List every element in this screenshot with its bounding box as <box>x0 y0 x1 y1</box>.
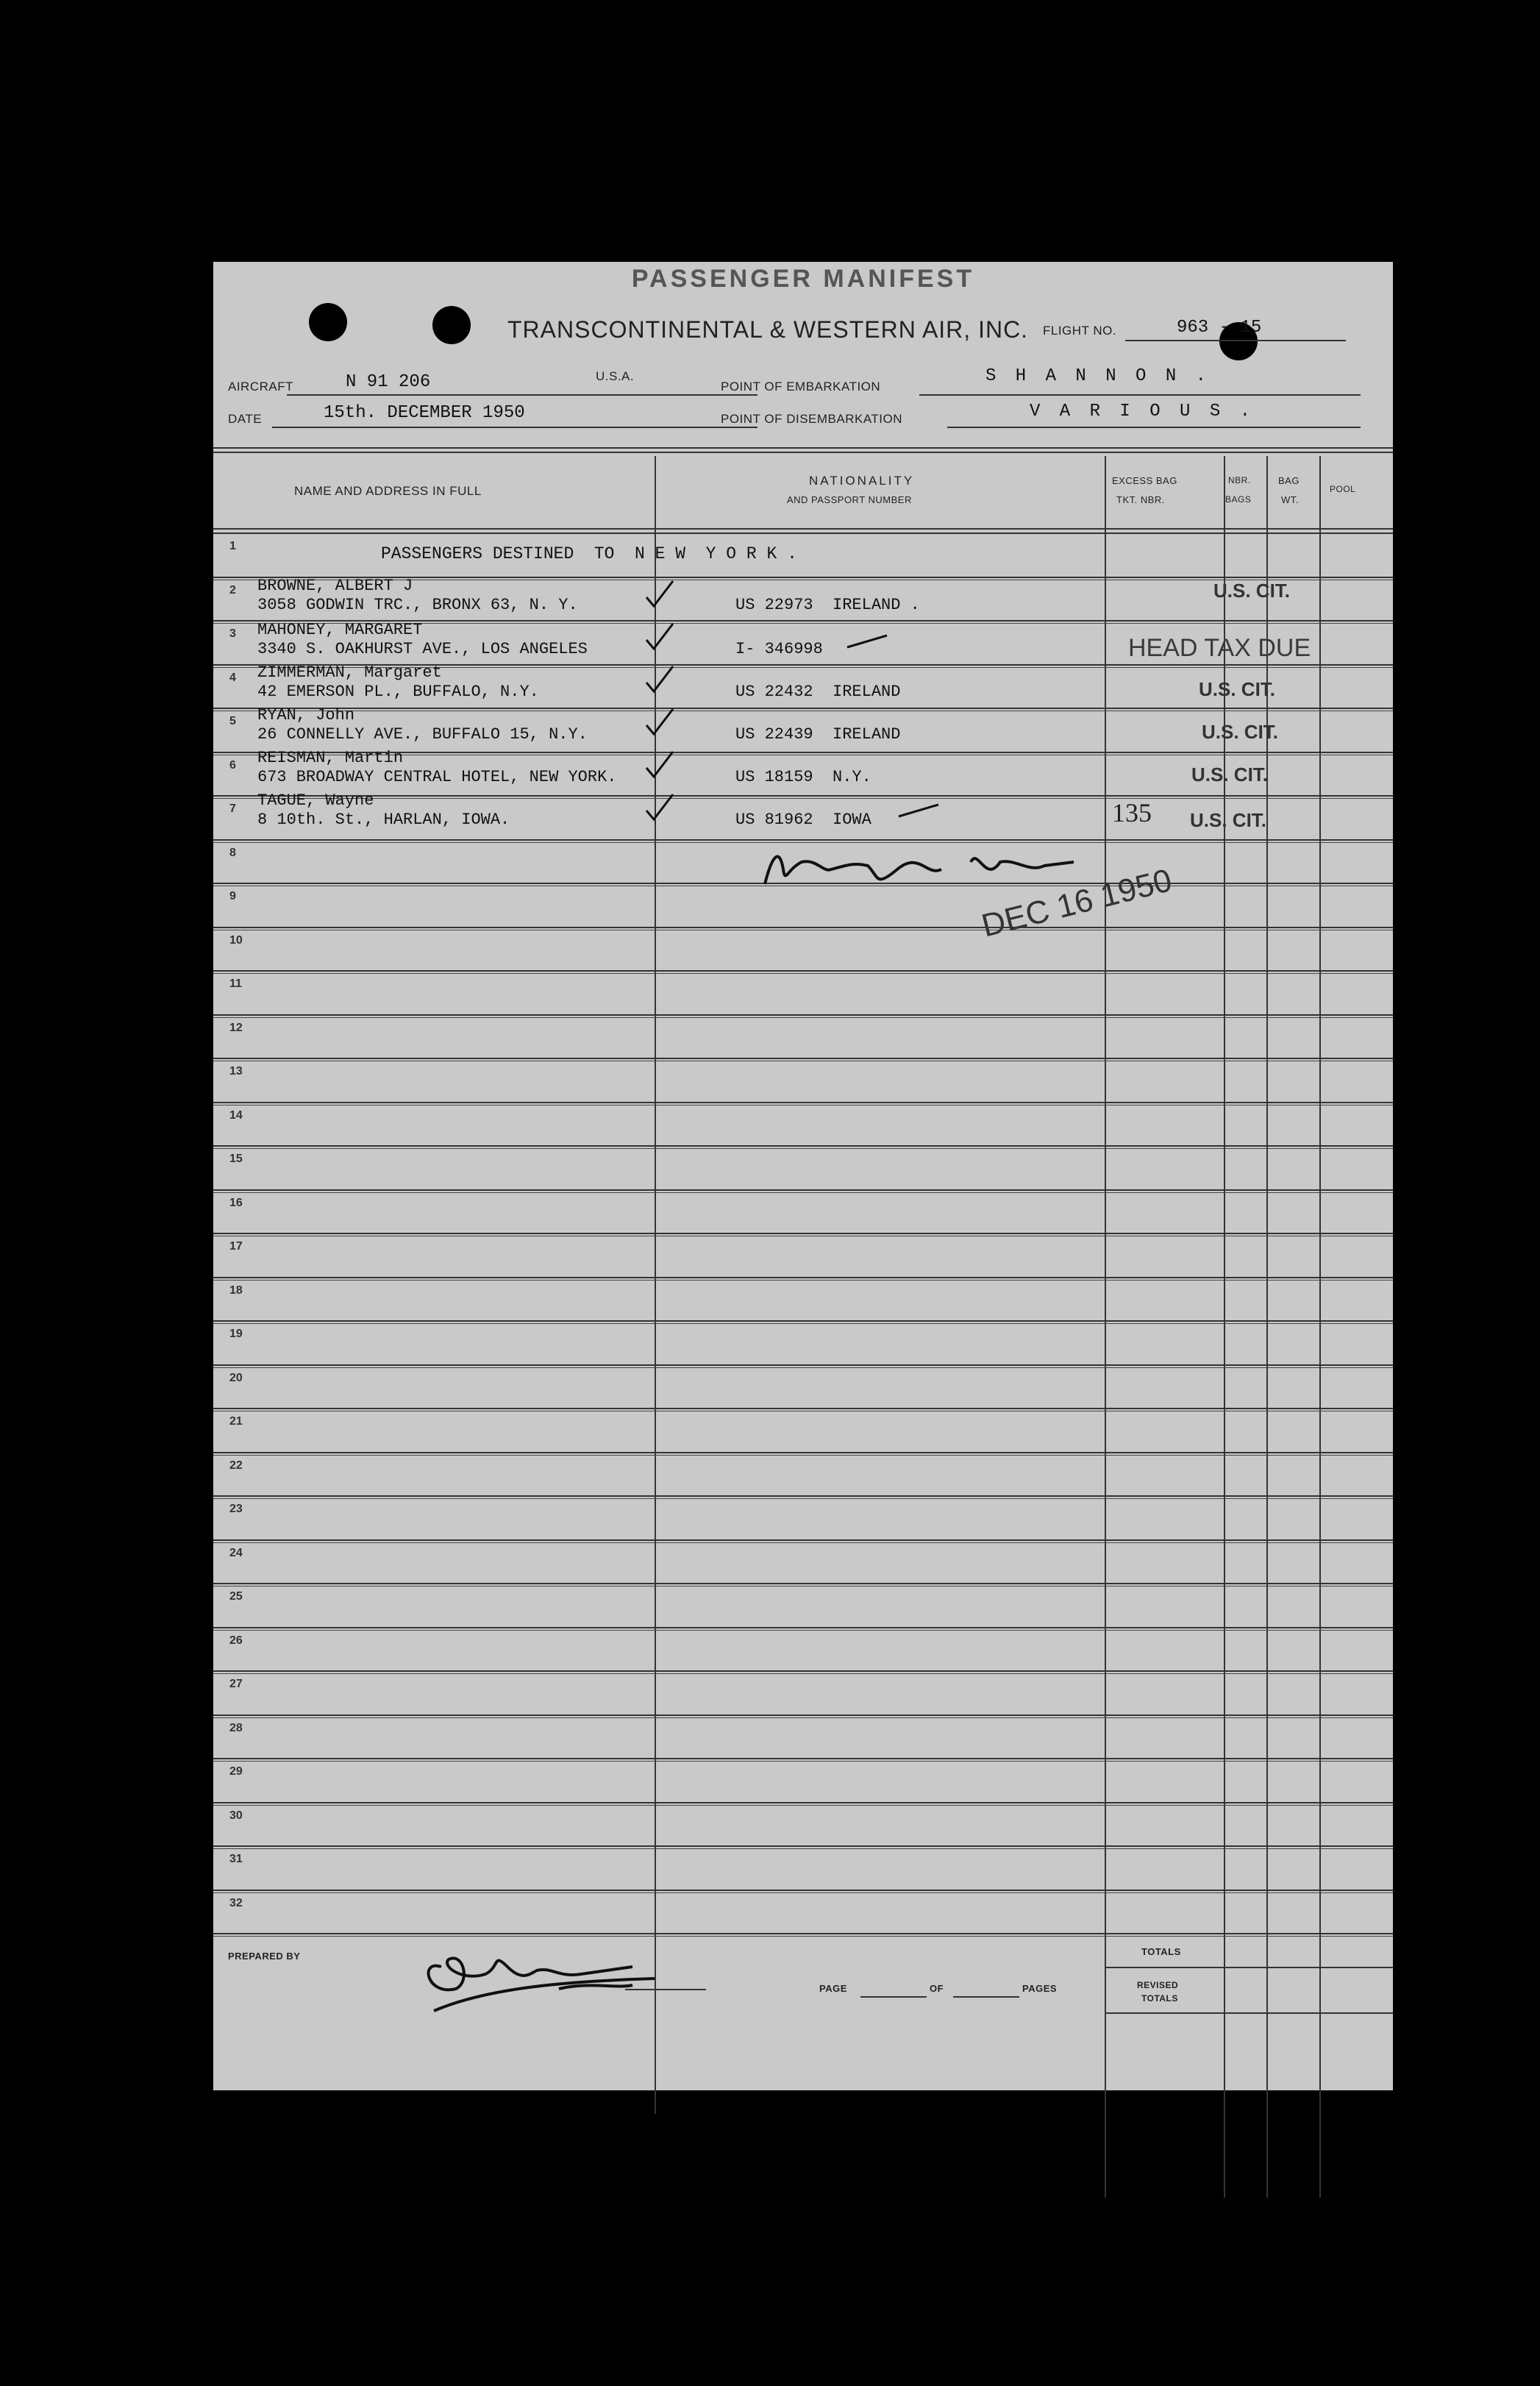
page-label: PAGE <box>819 1983 847 1994</box>
row-number: 1 <box>229 540 236 552</box>
row-line <box>213 1583 1393 1584</box>
row-number: 25 <box>229 1590 243 1603</box>
check-marks <box>644 580 680 874</box>
column-bag-header: BAG <box>1278 475 1300 486</box>
row-line <box>213 1936 1393 1937</box>
revised-totals-label-2: TOTALS <box>1141 1993 1178 2004</box>
excess-bag-ticket: 135 <box>1112 798 1152 827</box>
passenger-address: 42 EMERSON PL., BUFFALO, N.Y. <box>257 683 539 701</box>
row-number: 30 <box>229 1809 243 1822</box>
row-line <box>213 1539 1393 1541</box>
row-number: 24 <box>229 1546 243 1559</box>
row-line <box>213 795 1393 797</box>
disembarkation-label: POINT OF DISEMBARKATION <box>721 412 903 426</box>
passenger-name: TAGUE, Wayne <box>257 791 374 810</box>
column-bags-subheader: BAGS <box>1225 494 1252 505</box>
punch-hole <box>309 303 347 341</box>
row-line <box>213 1892 1393 1893</box>
row-number: 16 <box>229 1196 243 1209</box>
row-number: 18 <box>229 1283 243 1297</box>
row-number: 2 <box>229 583 236 596</box>
flight-number: 963 - 15 <box>1177 318 1262 338</box>
citizenship-stamp: U.S. CIT. <box>1202 721 1279 743</box>
row-line <box>213 1233 1393 1234</box>
row-line <box>213 1630 1393 1631</box>
row-number: 6 <box>229 758 236 772</box>
row-line <box>213 1323 1393 1324</box>
citizenship-stamp: U.S. CIT. <box>1199 678 1276 700</box>
row-number: 21 <box>229 1415 243 1428</box>
row-number: 15 <box>229 1153 243 1165</box>
citizenship-stamp: U.S. CIT. <box>1191 763 1269 786</box>
row-number: 14 <box>229 1108 243 1122</box>
row-number: 5 <box>229 715 236 727</box>
row-line <box>213 1758 1393 1759</box>
row-number: 29 <box>229 1765 243 1778</box>
date-value: 15th. DECEMBER 1950 <box>324 403 525 423</box>
tick-mark <box>897 802 941 819</box>
passenger-passport: US 81962 IOWA <box>735 811 871 829</box>
row-line <box>213 1364 1393 1366</box>
date-stamp: DEC 16 1950 <box>978 862 1176 944</box>
row-line <box>213 1014 1393 1016</box>
row-line <box>213 798 1393 799</box>
row-number: 20 <box>229 1371 243 1384</box>
page-line <box>625 1989 706 1990</box>
row-line <box>213 1148 1393 1149</box>
table-top-border <box>213 452 1393 453</box>
row-line <box>213 1189 1393 1191</box>
row-line <box>213 1845 1393 1847</box>
row-line <box>213 1498 1393 1499</box>
row-number: 17 <box>229 1240 243 1253</box>
of-label: OF <box>930 1983 944 1994</box>
row-number: 9 <box>229 890 236 902</box>
row-number: 27 <box>229 1678 243 1690</box>
passenger-address: 8 10th. St., HARLAN, IOWA. <box>257 811 510 829</box>
column-pool-header: POOL <box>1330 484 1356 494</box>
embarkation-line <box>919 394 1361 396</box>
section-heading: PASSENGERS DESTINED TO N E W Y O R K . <box>381 544 797 563</box>
row-line <box>213 1670 1393 1672</box>
table-top-border <box>213 447 1393 449</box>
row-number: 3 <box>229 627 236 640</box>
row-line <box>213 1714 1393 1716</box>
totals-top-border <box>1105 1933 1393 1934</box>
passenger-name: RYAN, John <box>257 706 355 724</box>
passenger-name: MAHONEY, MARGARET <box>257 621 423 639</box>
passenger-passport: US 18159 N.Y. <box>735 768 871 786</box>
row-line <box>213 1890 1393 1891</box>
row-line <box>213 1017 1393 1018</box>
row-line <box>213 927 1393 928</box>
passenger-address: 3340 S. OAKHURST AVE., LOS ANGELES <box>257 640 588 658</box>
column-name-header: NAME AND ADDRESS IN FULL <box>294 484 482 498</box>
aircraft-line <box>287 394 757 396</box>
citizenship-stamp: U.S. CIT. <box>1190 809 1267 831</box>
column-passport-subheader: AND PASSPORT NUMBER <box>787 494 912 505</box>
header-bottom-border <box>213 528 1393 530</box>
aircraft-label: AIRCRAFT <box>228 380 293 393</box>
column-nbr-header: NBR. <box>1228 475 1251 485</box>
manifest-document <box>213 262 1393 2090</box>
row-number: 7 <box>229 802 236 815</box>
row-line <box>213 708 1393 709</box>
row-number: 26 <box>229 1634 243 1647</box>
revised-totals-label: REVISED <box>1137 1980 1179 1990</box>
column-excess-header: EXCESS BAG <box>1112 475 1177 486</box>
row-line <box>213 1452 1393 1453</box>
row-line <box>213 973 1393 974</box>
tick-mark <box>846 633 890 650</box>
row-number: 32 <box>229 1896 243 1909</box>
row-number: 13 <box>229 1065 243 1078</box>
row-number: 10 <box>229 933 243 947</box>
passenger-name: BROWNE, ALBERT J <box>257 577 413 595</box>
row-line <box>213 1495 1393 1497</box>
embarkation-label: POINT OF EMBARKATION <box>721 380 881 393</box>
row-number: 11 <box>229 977 242 990</box>
row-number: 4 <box>229 671 236 684</box>
flight-line <box>1125 340 1346 341</box>
row-line <box>213 1320 1393 1322</box>
row-number: 19 <box>229 1328 243 1340</box>
column-wt-subheader: WT. <box>1281 494 1299 505</box>
row-line <box>213 1673 1393 1674</box>
row-number: 22 <box>229 1459 243 1472</box>
page-number-line <box>860 1996 927 1998</box>
passenger-passport: US 22973 IRELAND . <box>735 596 920 614</box>
passenger-name: REISMAN, Martin <box>257 749 404 767</box>
row-line <box>213 1802 1393 1803</box>
prepared-by-label: PREPARED BY <box>228 1951 301 1962</box>
date-label: DATE <box>228 412 263 426</box>
row-number: 23 <box>229 1503 243 1515</box>
row-line <box>213 1805 1393 1806</box>
punch-hole <box>432 306 471 344</box>
embarkation-value: S H A N N O N . <box>985 366 1211 386</box>
passenger-address: 26 CONNELLY AVE., BUFFALO 15, N.Y. <box>257 725 588 744</box>
of-number-line <box>953 1996 1019 1998</box>
column-excess-subheader: TKT. NBR. <box>1116 494 1165 505</box>
passenger-passport: US 22432 IRELAND <box>735 683 901 701</box>
disembarkation-value: V A R I O U S . <box>1030 402 1255 421</box>
row-line <box>213 1192 1393 1193</box>
row-line <box>213 1102 1393 1103</box>
row-line <box>213 1761 1393 1762</box>
row-number: 28 <box>229 1721 243 1734</box>
row-line <box>213 1717 1393 1718</box>
row-line <box>213 1542 1393 1543</box>
passenger-passport: I- 346998 <box>735 640 823 658</box>
pages-label: PAGES <box>1022 1983 1058 1994</box>
row-line <box>213 1627 1393 1628</box>
totals-label: TOTALS <box>1141 1946 1181 1957</box>
passenger-address: 673 BROADWAY CENTRAL HOTEL, NEW YORK. <box>257 768 617 786</box>
row-line <box>213 1277 1393 1278</box>
disembarkation-line <box>947 427 1361 428</box>
row-line <box>213 1848 1393 1849</box>
passenger-passport: US 22439 IRELAND <box>735 725 901 744</box>
inspector-signature <box>750 840 1081 899</box>
row-line <box>213 1058 1393 1059</box>
citizenship-stamp: U.S. CIT. <box>1213 580 1291 602</box>
totals-bottom-border <box>1105 2012 1393 2014</box>
document-title: PASSENGER MANIFEST <box>631 265 975 293</box>
passenger-address: 3058 GODWIN TRC., BRONX 63, N. Y. <box>257 596 578 614</box>
row-number: 12 <box>229 1021 243 1034</box>
aircraft-value: N 91 206 <box>346 372 431 392</box>
row-line <box>213 1145 1393 1147</box>
flight-label: FLIGHT NO. <box>1043 324 1117 338</box>
passenger-name: ZIMMERMAN, Margaret <box>257 663 442 682</box>
row-line <box>213 1280 1393 1281</box>
row-line <box>213 1455 1393 1456</box>
totals-divider <box>1105 1967 1393 1968</box>
row-number: 31 <box>229 1853 243 1865</box>
column-nationality-header: NATIONALITY <box>809 474 915 488</box>
row-line <box>213 970 1393 972</box>
row-line <box>213 1367 1393 1368</box>
row-number: 8 <box>229 846 236 859</box>
header-bottom-border <box>213 533 1393 534</box>
preparer-signature <box>412 1930 743 2018</box>
row-line <box>213 1408 1393 1409</box>
aircraft-country: U.S.A. <box>596 369 635 383</box>
airline-name: TRANSCONTINENTAL & WESTERN AIR, INC. <box>507 316 1029 343</box>
date-line <box>272 427 757 428</box>
head-tax-stamp: HEAD TAX DUE <box>1128 634 1311 662</box>
